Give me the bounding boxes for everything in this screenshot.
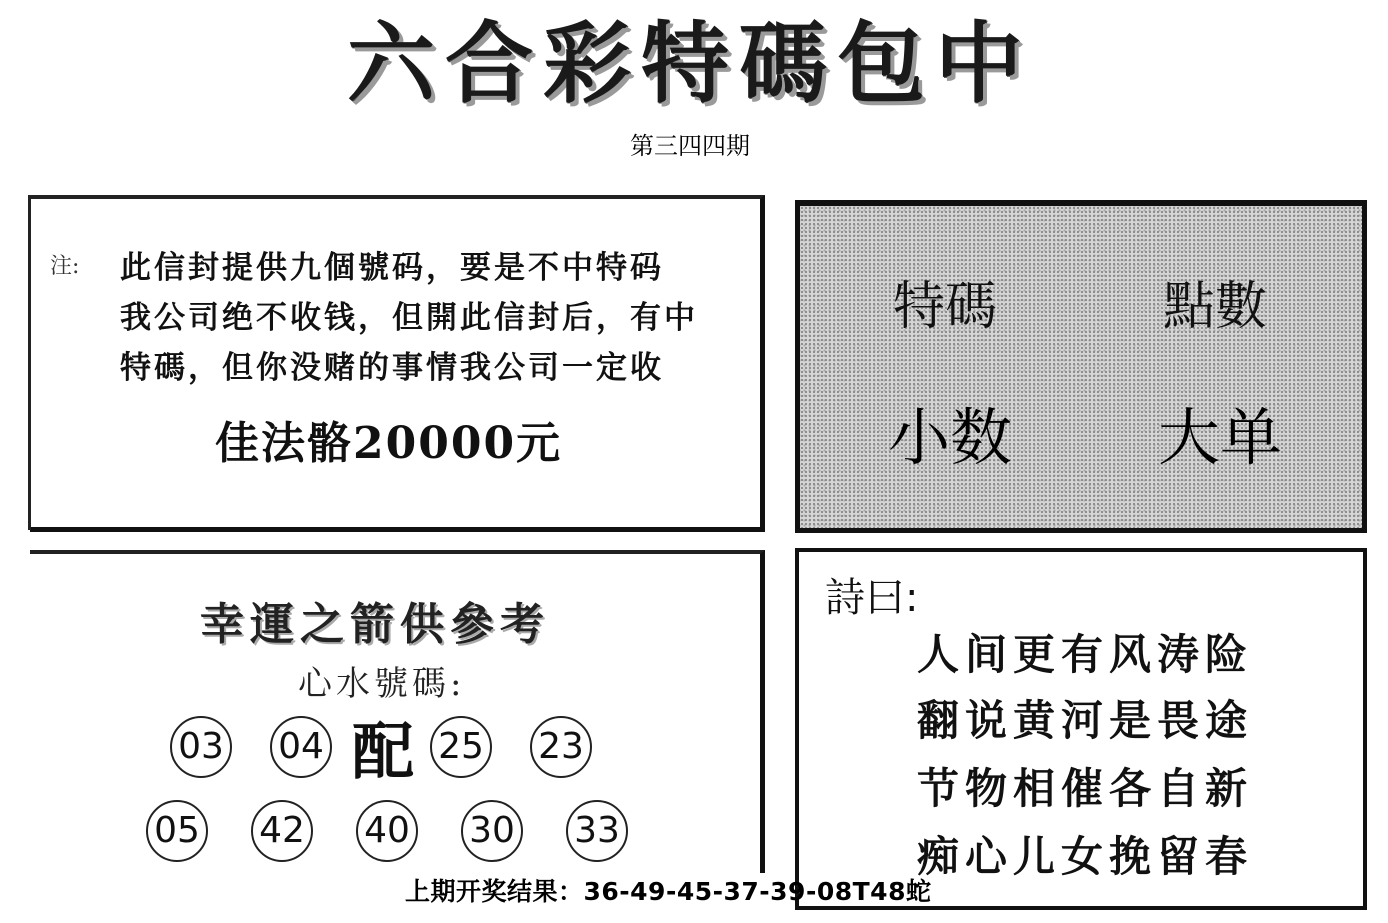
poem-line: 痴心儿女挽留春	[917, 832, 1254, 881]
note-panel	[30, 195, 765, 532]
note-text	[120, 243, 740, 393]
number-ball: 42	[251, 800, 313, 862]
note-line: 我公司绝不收钱，但開此信封后，有中	[120, 300, 698, 336]
poem-line: 翻说黄河是畏途	[917, 696, 1254, 745]
poem-line: 人间更有风涛险	[917, 630, 1254, 679]
number-ball: 25	[430, 716, 492, 778]
points-value: 大单	[1158, 401, 1283, 474]
number-ball: 23	[530, 716, 592, 778]
number-ball: 33	[566, 800, 628, 862]
issue-number: 第三四四期	[630, 132, 750, 160]
lucky-subtitle: 心水號碼:	[298, 664, 466, 704]
note-prize: 佳法骼20000元	[215, 418, 563, 469]
special-code-panel	[795, 200, 1367, 533]
lucky-title: 幸運之箭供參考	[200, 599, 550, 650]
number-ball: 40	[356, 800, 418, 862]
poem-panel	[795, 548, 1367, 910]
note-label: 注:	[50, 254, 80, 279]
number-ball: 03	[170, 716, 232, 778]
lucky-numbers-panel	[30, 550, 765, 873]
last-draw-result: 上期开奖结果：36-49-45-37-39-08T48蛇	[405, 877, 932, 906]
special-code-value: 小数	[888, 401, 1013, 474]
number-ball: 30	[461, 800, 523, 862]
pair-mark: 配	[352, 715, 415, 788]
poem-title: 詩曰:	[825, 575, 919, 621]
poem-line: 节物相催各自新	[917, 764, 1254, 813]
points-header: 點數	[1163, 277, 1268, 337]
number-ball: 05	[146, 800, 208, 862]
number-ball: 04	[270, 716, 332, 778]
note-line: 特碼，但你没赌的事情我公司一定收	[120, 350, 664, 386]
special-code-header: 特碼	[893, 277, 998, 337]
page-title: 六合彩特碼包中	[346, 11, 1033, 115]
note-line: 此信封提供九個號码，要是不中特码	[120, 250, 664, 286]
